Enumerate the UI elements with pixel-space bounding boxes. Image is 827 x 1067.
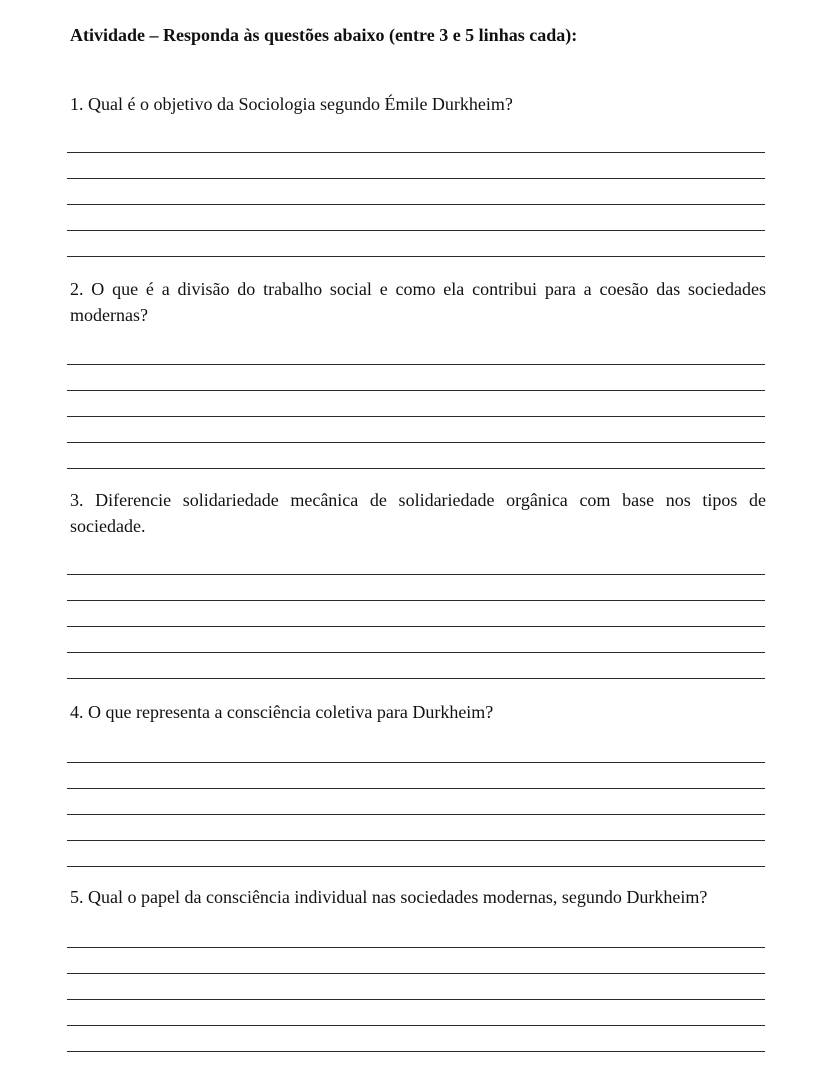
answer-line <box>67 626 765 627</box>
answer-line <box>67 973 765 974</box>
answer-line <box>67 390 765 391</box>
answer-line <box>67 866 765 867</box>
question-3-text: 3. Diferencie solidariedade mecânica de solidariedade orgânica com base nos tipos de sociedade. <box>70 490 766 536</box>
answer-line <box>67 178 765 179</box>
answer-line <box>67 574 765 575</box>
answer-line <box>67 256 765 257</box>
answer-line <box>67 947 765 948</box>
answer-line <box>67 1025 765 1026</box>
answer-line <box>67 788 765 789</box>
answer-line <box>67 840 765 841</box>
answer-line <box>67 999 765 1000</box>
answer-line <box>67 652 765 653</box>
question-2-text: 2. O que é a divisão do trabalho social e como ela contribui para a coesão das sociedades modernas? <box>70 279 766 325</box>
answer-line <box>67 364 765 365</box>
question-4-text: 4. O que representa a consciência coletiva para Durkheim? <box>70 702 494 722</box>
answer-line <box>67 600 765 601</box>
answer-line <box>67 762 765 763</box>
answer-line <box>67 204 765 205</box>
question-5-text: 5. Qual o papel da consciência individual nas sociedades modernas, segundo Durkheim? <box>70 887 708 907</box>
answer-line <box>67 416 765 417</box>
answer-line <box>67 442 765 443</box>
answer-line <box>67 230 765 231</box>
answer-line <box>67 468 765 469</box>
answer-line <box>67 1051 765 1052</box>
answer-line <box>67 678 765 679</box>
question-1-text: 1. Qual é o objetivo da Sociologia segundo Émile Durkheim? <box>70 94 513 114</box>
answer-line <box>67 814 765 815</box>
answer-line <box>67 152 765 153</box>
worksheet-title: Atividade – Responda às questões abaixo (entre 3 e 5 linhas cada): <box>70 25 578 45</box>
